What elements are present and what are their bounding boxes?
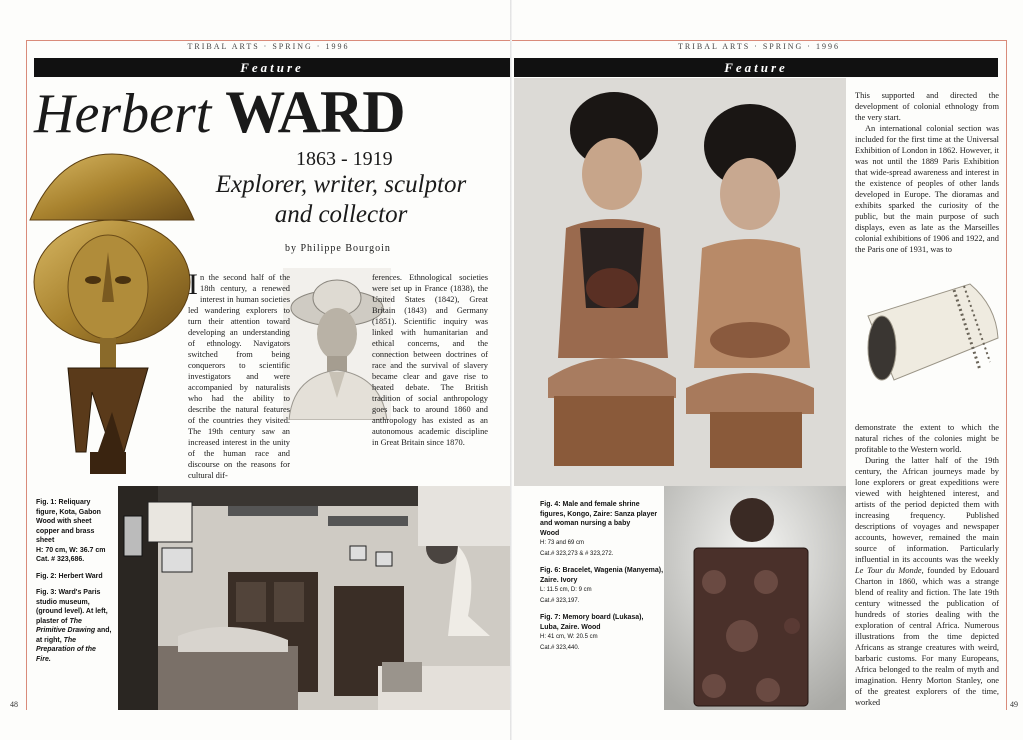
fig1-dimensions: H: 70 cm, W: 36.7 cm (36, 546, 106, 554)
left-page (0, 0, 511, 740)
fig7-title: Fig. 7: Memory board (Lukasa), Luba, Zaire. Wood (540, 614, 644, 631)
captions-left (36, 498, 112, 671)
shrine-figures-photo (514, 78, 846, 486)
reliquary-figure-image (28, 152, 196, 478)
para-4-text-b: , founded by Edouard Charton in 1860, which was a strange blend of reality and fiction. The late 19th century witnessed the publication of hundreds of stories dealing with the exploration of central Africa. Numerous illustrations from the time depicted Africans as strange creatures with weird, barbaric customs. For many Europeans, Africa belonged to the realm of myth and imagination. Henry Morton Stanley, one of the greatest explorers of the time, worked (855, 566, 999, 707)
fig3-work-2: The Preparation of the Fire. (36, 636, 96, 663)
fig6-dimensions: L: 11.5 cm, D: 9 cm (540, 587, 592, 593)
fig6-catalog: Cat.# 323,197. (540, 597, 580, 604)
running-head-left: TRIBAL ARTS · SPRING · 1996 (187, 42, 350, 51)
top-rule-right (512, 40, 1006, 41)
column-2-text: ferences. Ethnological societies were set up in France (1838), the United States (1842), Great Britain (1843) and Germany (1851). Scientific inquiry was linked with humanitarian and ethical concerns, and the connection between doctrines of race and the survival of slavery became clear and gave rise to heated debate. The British tradition of social anthropology goes back to around 1860 and anthropology has existed as an autonomous academic discipline in Great Britain since 1870. (372, 273, 488, 447)
column-1-text: n the second half of the 18th century, a renewed interest in human societies led wandering explorers to turn their attention toward developing an understanding of ethnology. Navigators switched from being conquerors to scientific investigators and were accompanied by naturalists who had the ability to describe the natural features of the countries they visited. The 19th century saw an increased interest in the unity of the human race and discourse on the reasons for cultural dif- (188, 273, 290, 480)
subtitle-line-2: and collector (274, 201, 408, 228)
fig7-dimensions: H: 41 cm, W: 20.5 cm (540, 634, 598, 640)
subtitle (196, 170, 486, 230)
right-col-para-2: An international colonial section was included for the first time at the Universal Exhibition of London in 1862. However, it was not until the 1889 Paris Exhibition that wide-spread awareness and interest in the existence of peoples of other lands developed in Europe. The dioramas and exhibits sparked the curiosity of the public, but the main purpose of such displays, even as late as the Marseilles colonial exhibitions of 1906 and 1922, and the Paris one of 1931, was to (855, 124, 999, 254)
left-margin-rule (26, 40, 27, 710)
memory-board-photo (664, 486, 846, 710)
fig2-title: Fig. 2: Herbert Ward (36, 572, 103, 580)
page-number-right: 49 (1010, 700, 1018, 709)
fig6-title: Fig. 6: Bracelet, Wagenia (Manyema), Zaire. Ivory (540, 567, 664, 584)
drop-cap: I (188, 268, 198, 301)
fig3-mid: and, at right, (36, 627, 112, 644)
fig4-dimensions: H: 73 and 69 cm (540, 540, 585, 546)
fig4-catalog: Cat.# 323,273 & # 323,272. (540, 550, 614, 557)
byline: by Philippe Bourgoin (285, 243, 391, 254)
title-last-name: WARD (225, 79, 405, 145)
title-first-name: Herbert (34, 83, 212, 145)
article-column-2 (372, 272, 488, 448)
article-column-1 (188, 268, 290, 481)
fig4-material: Wood (540, 529, 560, 537)
right-margin-rule (1006, 40, 1007, 710)
fig4-title: Fig. 4: Male and female shrine figures, Kongo, Zaire: Sanza player and woman nursing a baby (540, 501, 658, 527)
publication-title: Le Tour du Monde (855, 566, 922, 575)
fig3-title: Fig. 3: Ward's Paris studio museum, (ground level). At left, plaster of (36, 589, 108, 625)
fig1-material: Wood with sheet copper and brass sheet (36, 518, 95, 544)
para-4-text-a: During the latter half of the 19th century, the African journeys made by lone explorers or great expeditions were viewed with heightened interest, and artists of the period depicted them with increasing frequency. Published descriptions of voyages and newspaper accounts, however, remained the main source of information. Particularly influential in its accounts was the weekly (855, 456, 999, 564)
right-col-para-3: demonstrate the extent to which the natural riches of the colonies might be profitable to the Western world. (855, 423, 999, 454)
ivory-bracelet-image (854, 276, 1004, 388)
captions-right (540, 500, 664, 660)
top-rule-left (26, 40, 511, 41)
studio-museum-photo (118, 486, 510, 710)
right-col-para-4 (855, 455, 999, 708)
feature-bar-right: Feature (514, 58, 998, 77)
right-page (512, 0, 1023, 740)
article-title (34, 80, 405, 146)
life-dates: 1863 - 1919 (296, 148, 393, 170)
feature-bar-left: Feature (34, 58, 510, 77)
fig3-work-1: The Primitive Drawing (36, 617, 96, 634)
right-column-top (855, 90, 999, 255)
running-head-right: TRIBAL ARTS · SPRING · 1996 (678, 42, 840, 51)
right-column-bottom (855, 422, 999, 708)
subtitle-line-1: Explorer, writer, sculptor (215, 171, 467, 198)
fig7-catalog: Cat.# 323,440. (540, 644, 580, 651)
right-col-para-1: This supported and directed the development of colonial ethnology from the very start. (855, 91, 999, 122)
fig1-catalog: Cat. # 323,686. (36, 556, 85, 563)
fig1-title: Fig. 1: Reliquary figure, Kota, Gabon (36, 499, 101, 516)
page-number-left: 48 (10, 700, 18, 709)
